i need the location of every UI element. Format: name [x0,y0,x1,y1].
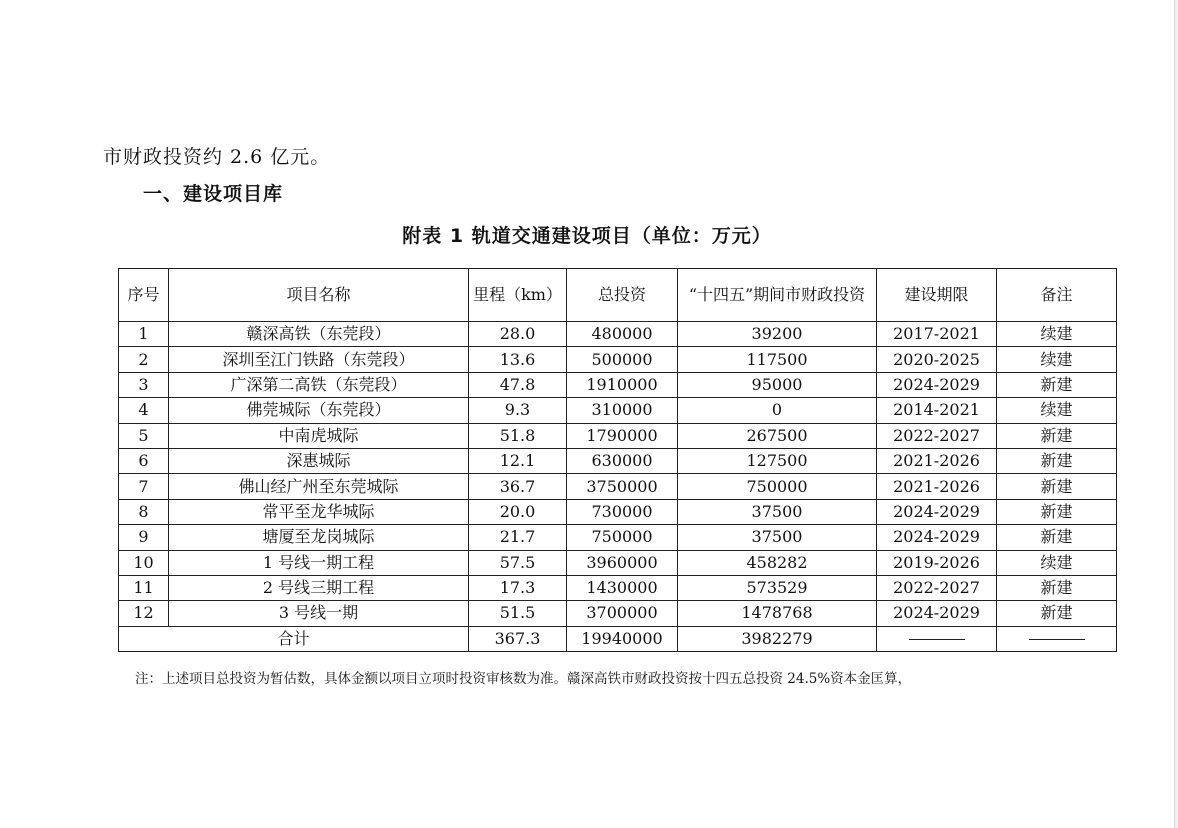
cell-name: 佛山经广州至东莞城际 [169,474,469,499]
cell-fyp-investment: 458282 [678,550,877,575]
header-period: 建设期限 [877,269,997,322]
cell-period: 2021-2026 [877,448,997,473]
cell-name: 深惠城际 [169,448,469,473]
cell-length: 36.7 [469,474,567,499]
cell-period: 2024-2029 [877,372,997,397]
cell-remark: 新建 [997,575,1117,600]
cell-remark: 续建 [997,347,1117,372]
table-row [119,601,1117,626]
cell-fyp-investment: 573529 [678,575,877,600]
total-label: 合计 [119,626,469,651]
cell-fyp-investment: 267500 [678,423,877,448]
header-remark: 备注 [997,269,1117,322]
cell-remark: 新建 [997,474,1117,499]
cell-investment: 1790000 [567,423,678,448]
total-fyp-investment: 3982279 [678,626,877,651]
header-fyp-investment: “十四五”期间市财政投资 [678,269,877,322]
table-total-row [119,626,1117,651]
table-row [119,448,1117,473]
cell-length: 57.5 [469,550,567,575]
cell-length: 47.8 [469,372,567,397]
table-row [119,322,1117,347]
cell-name: 2 号线三期工程 [169,575,469,600]
cell-investment: 750000 [567,525,678,550]
table-row [119,474,1117,499]
cell-investment: 480000 [567,322,678,347]
cell-no: 12 [119,601,169,626]
cell-fyp-investment: 37500 [678,525,877,550]
cell-fyp-investment: 127500 [678,448,877,473]
table-row [119,550,1117,575]
table-footnote: 注：上述项目总投资为暂估数，具体金额以项目立项时投资审核数为准。赣深高铁市财政投资按十四五总投资 24.5%资本金匡算， [135,671,912,687]
cell-period: 2024-2029 [877,601,997,626]
cell-period: 2022-2027 [877,575,997,600]
cell-period: 2022-2027 [877,423,997,448]
cell-fyp-investment: 0 [678,398,877,423]
cell-investment: 730000 [567,499,678,524]
section-heading: 一、建设项目库 [143,183,284,205]
cell-name: 中南虎城际 [169,423,469,448]
table-header-row [119,269,1117,322]
dash-line [1029,639,1085,640]
cell-remark: 新建 [997,525,1117,550]
header-no: 序号 [119,269,169,322]
cell-no: 7 [119,474,169,499]
cell-length: 28.0 [469,322,567,347]
cell-no: 9 [119,525,169,550]
cell-name: 深圳至江门铁路（东莞段） [169,347,469,372]
cell-investment: 3700000 [567,601,678,626]
cell-remark: 新建 [997,601,1117,626]
cell-name: 佛莞城际（东莞段） [169,398,469,423]
cell-period: 2014-2021 [877,398,997,423]
table-row [119,499,1117,524]
cell-no: 10 [119,550,169,575]
table-row [119,398,1117,423]
table-body [119,322,1117,652]
cell-investment: 1910000 [567,372,678,397]
cell-remark: 续建 [997,322,1117,347]
total-remark-empty [997,626,1117,651]
cell-remark: 续建 [997,550,1117,575]
cell-remark: 新建 [997,499,1117,524]
cell-period: 2021-2026 [877,474,997,499]
cell-remark: 新建 [997,372,1117,397]
cell-length: 21.7 [469,525,567,550]
cell-fyp-investment: 117500 [678,347,877,372]
intro-paragraph: 市财政投资约 2.6 亿元。 [103,146,331,168]
cell-period: 2020-2025 [877,347,997,372]
dash-line [909,639,965,640]
cell-length: 51.8 [469,423,567,448]
cell-investment: 500000 [567,347,678,372]
table-row [119,575,1117,600]
cell-investment: 3960000 [567,550,678,575]
cell-no: 8 [119,499,169,524]
cell-length: 13.6 [469,347,567,372]
table-caption: 附表 1 轨道交通建设项目（单位：万元） [402,225,772,247]
cell-no: 5 [119,423,169,448]
cell-fyp-investment: 1478768 [678,601,877,626]
cell-investment: 1430000 [567,575,678,600]
rail-projects-table [118,268,1117,652]
cell-fyp-investment: 37500 [678,499,877,524]
cell-period: 2024-2029 [877,525,997,550]
cell-name: 广深第二高铁（东莞段） [169,372,469,397]
cell-investment: 310000 [567,398,678,423]
table-row [119,525,1117,550]
cell-investment: 630000 [567,448,678,473]
cell-length: 17.3 [469,575,567,600]
header-investment: 总投资 [567,269,678,322]
cell-no: 1 [119,322,169,347]
header-name: 项目名称 [169,269,469,322]
cell-name: 3 号线一期 [169,601,469,626]
cell-no: 11 [119,575,169,600]
total-length: 367.3 [469,626,567,651]
cell-name: 赣深高铁（东莞段） [169,322,469,347]
cell-length: 12.1 [469,448,567,473]
table-row [119,347,1117,372]
cell-name: 塘厦至龙岗城际 [169,525,469,550]
cell-length: 20.0 [469,499,567,524]
cell-no: 4 [119,398,169,423]
cell-fyp-investment: 95000 [678,372,877,397]
cell-no: 3 [119,372,169,397]
cell-remark: 新建 [997,423,1117,448]
cell-remark: 新建 [997,448,1117,473]
cell-remark: 续建 [997,398,1117,423]
table-row [119,423,1117,448]
cell-name: 常平至龙华城际 [169,499,469,524]
cell-period: 2019-2026 [877,550,997,575]
cell-no: 6 [119,448,169,473]
cell-period: 2017-2021 [877,322,997,347]
total-period-empty [877,626,997,651]
header-length: 里程（km） [469,269,567,322]
cell-fyp-investment: 750000 [678,474,877,499]
cell-length: 51.5 [469,601,567,626]
cell-investment: 3750000 [567,474,678,499]
cell-no: 2 [119,347,169,372]
cell-period: 2024-2029 [877,499,997,524]
cell-fyp-investment: 39200 [678,322,877,347]
table-row [119,372,1117,397]
total-investment: 19940000 [567,626,678,651]
cell-name: 1 号线一期工程 [169,550,469,575]
cell-length: 9.3 [469,398,567,423]
